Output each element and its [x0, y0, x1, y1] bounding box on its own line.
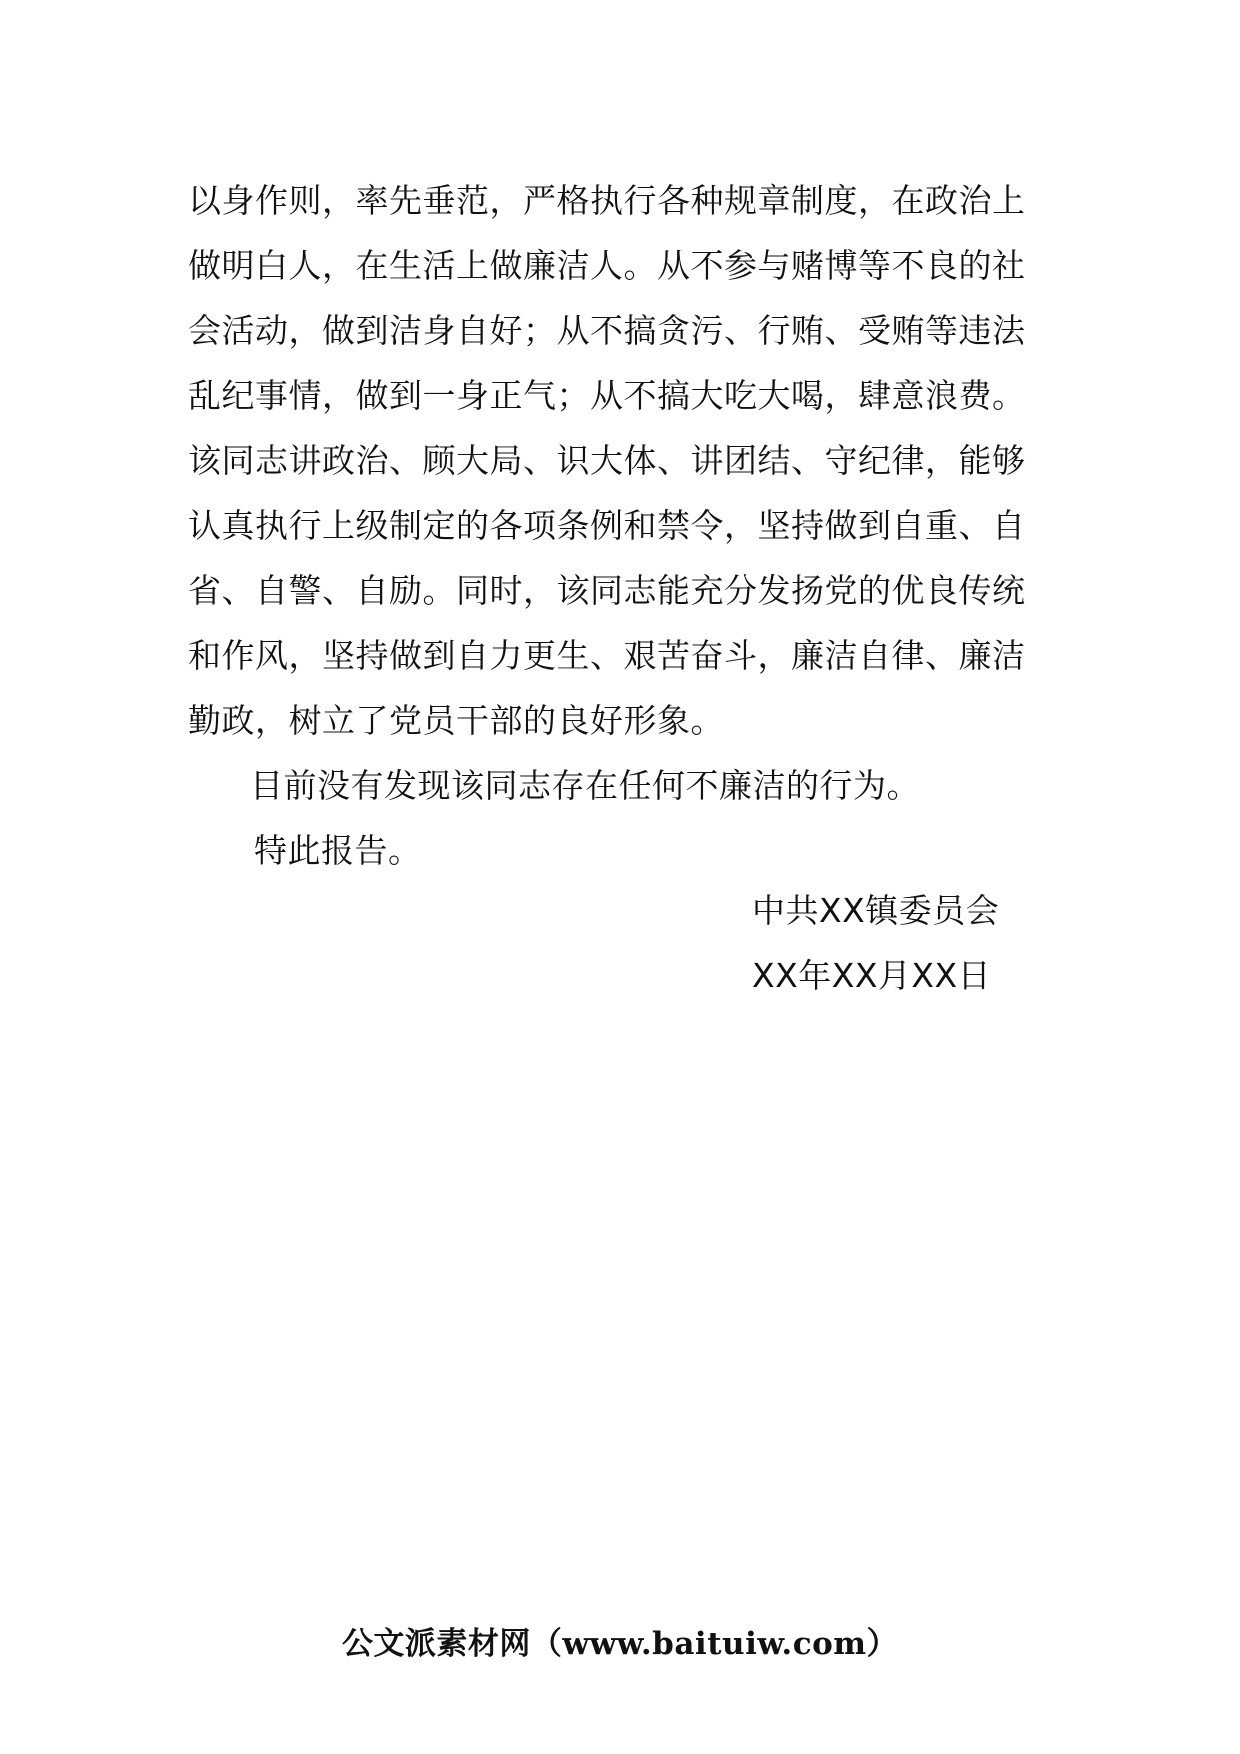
paragraph-line: 乱纪事情，做到一身正气；从不搞大吃大喝，肆意浪费。	[188, 376, 1026, 415]
body-text	[188, 168, 1068, 883]
signature-block	[752, 878, 999, 1008]
signature-organization: 中共XX镇委员会	[752, 891, 1000, 930]
paragraph-line: 省、自警、自励。同时，该同志能充分发扬党的优良传统	[188, 571, 1026, 610]
paragraph-line: 做明白人，在生活上做廉洁人。从不参与赌博等不良的社	[188, 246, 1026, 285]
paragraph-line: 会活动，做到洁身自好；从不搞贪污、行贿、受贿等违法	[188, 311, 1026, 350]
paragraph-line: 和作风，坚持做到自力更生、艰苦奋斗，廉洁自律、廉洁	[188, 636, 1026, 675]
paragraph-line: 勤政，树立了党员干部的良好形象。	[188, 701, 724, 740]
signature-date: XX年XX月XX日	[752, 956, 992, 995]
paragraph-line: 该同志讲政治、顾大局、识大体、讲团结、守纪律，能够	[188, 441, 1026, 480]
closing-paragraph: 特此报告。	[254, 831, 422, 870]
conclusion-paragraph: 目前没有发现该同志存在任何不廉洁的行为。	[250, 766, 920, 805]
paragraph-line: 认真执行上级制定的各项条例和禁令，坚持做到自重、自	[188, 506, 1026, 545]
paragraph-line: 以身作则，率先垂范，严格执行各种规章制度，在政治上	[188, 181, 1026, 220]
footer-watermark: 公文派素材网（www.baituiw.com）	[341, 1626, 899, 1662]
